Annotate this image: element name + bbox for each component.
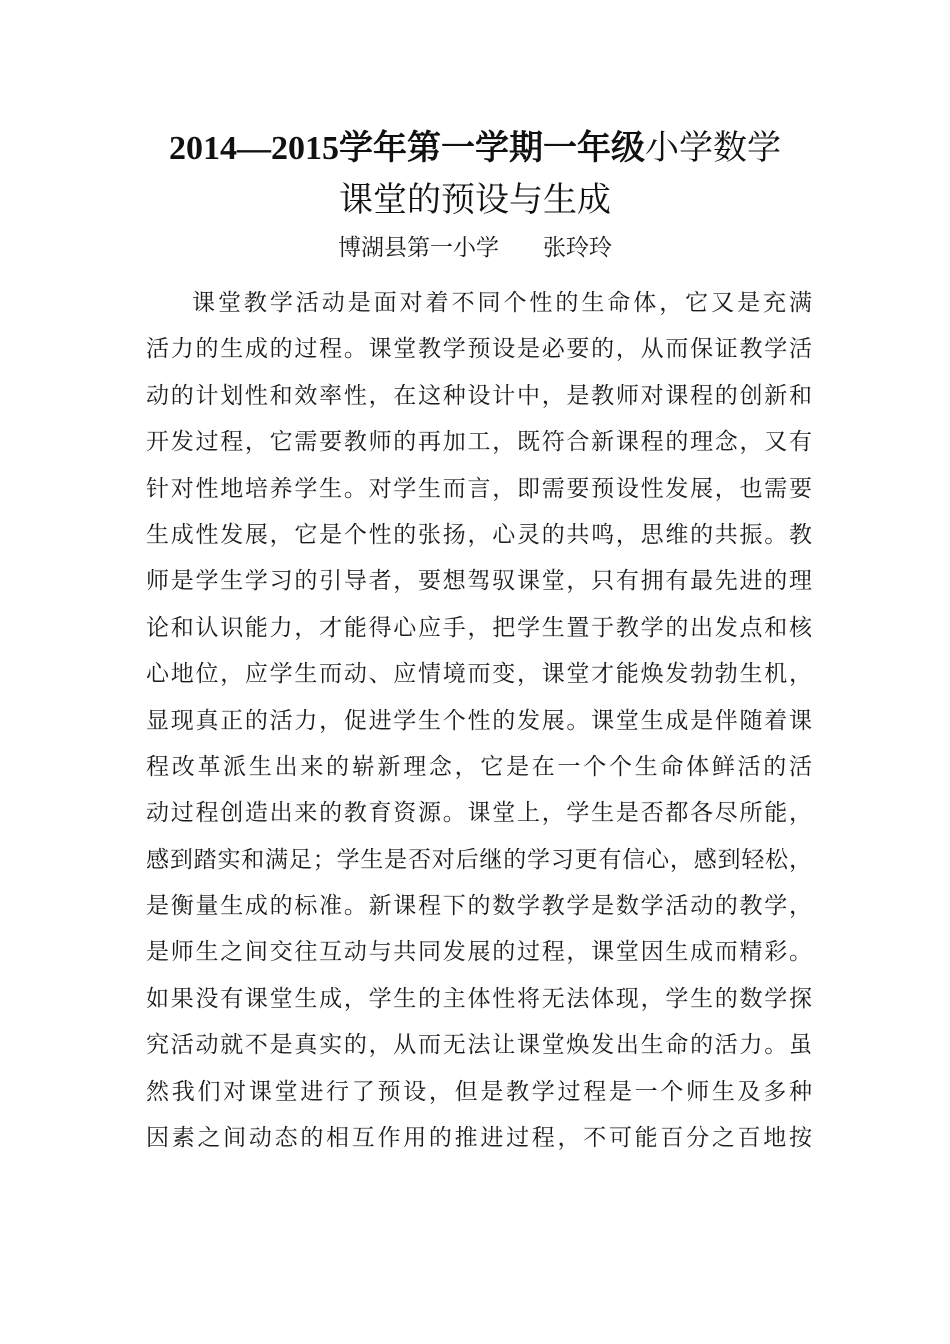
- text-line: 动的计划性和效率性，在这种设计中，是教师对课程的创新和: [146, 382, 812, 409]
- text-line: 活力的生成的过程。课堂教学预设是必要的，从而保证教学活: [146, 336, 812, 363]
- text-line: 如果没有课堂生成，学生的主体性将无法体现，学生的数学探: [146, 985, 812, 1012]
- title-normal-segment: 小学数学: [645, 128, 781, 168]
- text-line: 是师生之间交往互动与共同发展的过程，课堂因生成而精彩。: [146, 939, 812, 966]
- school-name: 博湖县第一小学: [338, 235, 499, 261]
- document-title-line-2: 课堂的预设与生成: [339, 180, 611, 220]
- text-line: 感到踏实和满足；学生是否对后继的学习更有信心，感到轻松，: [146, 846, 812, 873]
- author-name: 张玲玲: [543, 235, 612, 261]
- document-title-line-1: [100, 128, 850, 169]
- text-line: 针对性地培养学生。对学生而言，即需要预设性发展，也需要: [146, 475, 812, 502]
- text-line: 究活动就不是真实的，从而无法让课堂焕发出生命的活力。虽: [146, 1032, 812, 1059]
- text-line: 然我们对课堂进行了预设，但是教学过程是一个师生及多种: [146, 1078, 812, 1105]
- text-line: 程改革派生出来的崭新理念，它是在一个个生命体鲜活的活: [146, 753, 812, 780]
- text-line: 课堂教学活动是面对着不同个性的生命体，它又是充满: [192, 290, 812, 316]
- byline: [100, 232, 850, 264]
- text-line: 心地位，应学生而动、应情境而变，课堂才能焕发勃勃生机，: [146, 661, 812, 688]
- text-line: 因素之间动态的相互作用的推进过程，不可能百分之百地按: [146, 1125, 812, 1152]
- text-line: 是衡量生成的标准。新课程下的数学教学是数学活动的教学，: [146, 893, 812, 920]
- title-bold-segment: 2014—2015学年第一学期一年级: [169, 130, 645, 167]
- text-line: 生成性发展，它是个性的张扬，心灵的共鸣，思维的共振。教: [146, 521, 812, 548]
- text-line: 论和认识能力，才能得心应手，把学生置于教学的出发点和核: [146, 614, 812, 641]
- text-line: 动过程创造出来的教育资源。课堂上，学生是否都各尽所能，: [146, 800, 812, 827]
- text-line: 师是学生学习的引导者，要想驾驭课堂，只有拥有最先进的理: [146, 568, 812, 595]
- text-line: 开发过程，它需要教师的再加工，既符合新课程的理念，又有: [146, 429, 812, 456]
- text-line: 显现真正的活力，促进学生个性的发展。课堂生成是伴随着课: [146, 707, 812, 734]
- body-paragraph: [146, 280, 812, 1161]
